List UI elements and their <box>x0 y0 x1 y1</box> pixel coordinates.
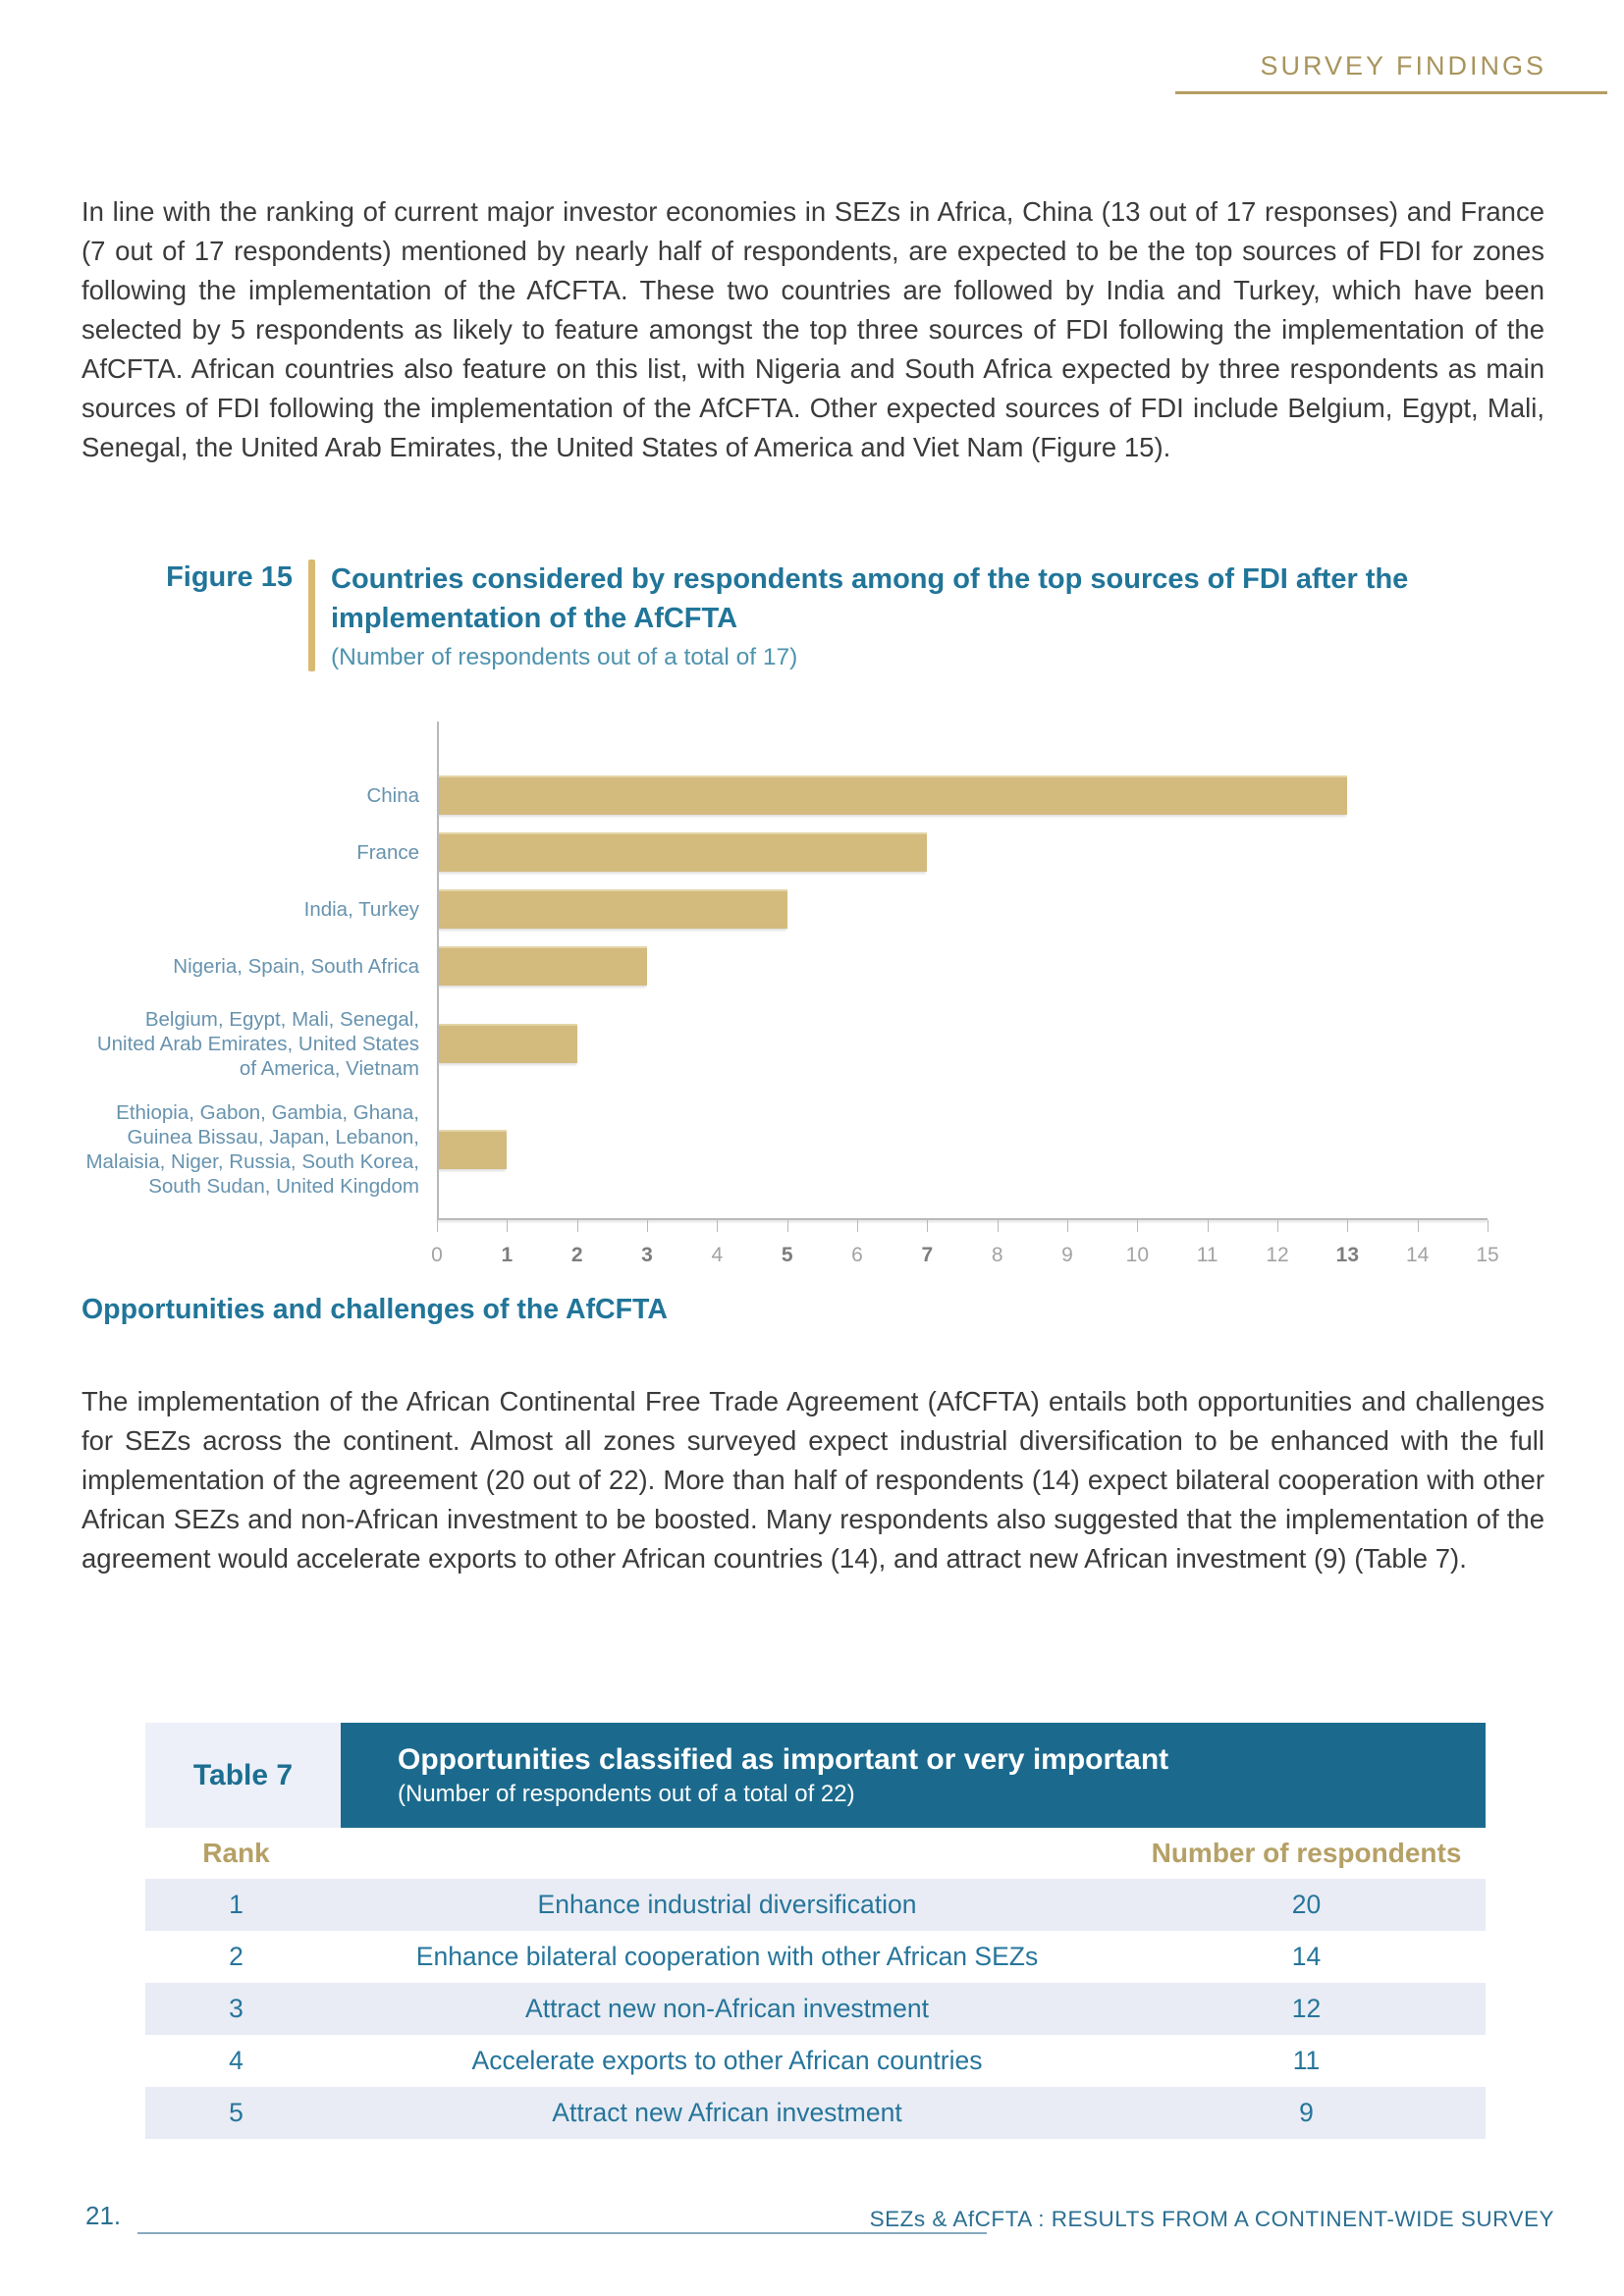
table-title: Opportunities classified as important or very important <box>398 1742 1169 1776</box>
x-axis-tick <box>1137 1220 1138 1232</box>
x-axis-tick-label: 5 <box>781 1244 793 1266</box>
figure-title: Countries considered by respondents among of the top sources of FDI after the implementation of the AfCFTA <box>331 563 1409 634</box>
table-label: Table 7 <box>145 1723 341 1828</box>
x-axis-tick-label: 4 <box>711 1244 724 1266</box>
x-axis-tick-label: 14 <box>1405 1244 1430 1266</box>
x-axis-tick <box>1277 1220 1278 1232</box>
x-axis-tick <box>437 1220 438 1232</box>
chart-bar-track <box>437 946 1488 986</box>
fdi-bar-chart <box>83 721 1499 1281</box>
x-axis-tick-label: 9 <box>1061 1244 1073 1266</box>
figure-subtitle: (Number of respondents out of a total of 17) <box>331 644 798 670</box>
table-row <box>145 2087 1486 2139</box>
table-row <box>145 1983 1486 2035</box>
x-axis-tick-label: 3 <box>641 1244 653 1266</box>
chart-category-label: France <box>356 840 419 864</box>
x-axis-tick <box>1208 1220 1209 1232</box>
x-axis-tick <box>577 1220 578 1232</box>
chart-bar-track <box>437 889 1488 929</box>
rank-cell: 1 <box>229 1890 244 1919</box>
y-axis-line <box>437 721 439 1220</box>
section-heading: Opportunities and challenges of the AfCFTA <box>81 1294 668 1325</box>
footer-divider-line <box>137 2232 987 2234</box>
chart-row <box>83 824 1488 881</box>
table-body <box>145 1879 1486 2139</box>
x-axis-tick <box>1347 1220 1348 1232</box>
x-axis-tick <box>857 1220 858 1232</box>
chart-category-label: Ethiopia, Gabon, Gambia, Ghana, Guinea Bissau, Japan, Lebanon, Malaisia, Niger, Russia, South Korea, South Sudan, United Kingdom <box>85 1101 419 1198</box>
x-axis-tick <box>717 1220 718 1232</box>
x-axis-tick-label: 11 <box>1196 1244 1218 1266</box>
page-number: 21. <box>85 2201 122 2230</box>
table-header <box>145 1723 1486 1828</box>
chart-bar-track <box>437 1024 1488 1063</box>
chart-bar <box>437 946 647 986</box>
chart-bar-track <box>437 832 1488 872</box>
x-axis-tick-label: 1 <box>501 1244 514 1266</box>
x-axis-tick-label: 13 <box>1335 1244 1360 1266</box>
x-axis-tick <box>1067 1220 1068 1232</box>
chart-bar <box>437 1024 577 1063</box>
rank-cell: 2 <box>229 1942 244 1971</box>
x-axis-tick-label: 10 <box>1125 1244 1150 1266</box>
section-paragraph: The implementation of the African Continental Free Trade Agreement (AfCFTA) entails both opportunities and challenges for SEZs across the continent. Almost all zones surveyed expect industrial diversification to be enhanced with the full implementation of the agreement (20 out of 22). More than half of respondents (14) expect bilateral cooperation with other African SEZs and non-African investment to be boosted. Many respondents also suggested that the implementation of the agreement would accelerate exports to other African countries (14), and attract new African investment (9) (Table 7). <box>81 1386 1544 1574</box>
table-row <box>145 2035 1486 2087</box>
chart-row <box>83 994 1488 1093</box>
figure-label: Figure 15 <box>166 561 293 593</box>
footer-title: SEZs & AfCFTA : RESULTS FROM A CONTINENT-WIDE SURVEY <box>869 2207 1554 2231</box>
x-axis-tick-label: 7 <box>921 1244 934 1266</box>
opportunity-cell: Enhance bilateral cooperation with other African SEZs <box>415 1942 1039 1971</box>
table-subtitle: (Number of respondents out of a total of 22) <box>398 1780 855 1807</box>
chart-bar <box>437 832 927 872</box>
chart-category-label: Belgium, Egypt, Mali, Senegal, United Arab Emirates, United States of America, Vietnam <box>96 1007 419 1080</box>
opportunity-cell: Attract new African investment <box>552 2098 902 2127</box>
x-axis-tick-label: 6 <box>851 1244 863 1266</box>
respondents-cell: 9 <box>1299 2098 1314 2127</box>
x-axis-tick <box>998 1220 999 1232</box>
x-axis-tick <box>1488 1220 1489 1232</box>
chart-bar-track <box>437 775 1488 815</box>
page-header <box>1175 51 1607 94</box>
rank-column-header: Rank <box>202 1838 270 1868</box>
x-axis-tick <box>507 1220 508 1232</box>
figure-header <box>147 560 1509 671</box>
x-axis-tick-label: 2 <box>570 1244 583 1266</box>
rank-cell: 4 <box>229 2046 244 2075</box>
chart-bar <box>437 775 1347 815</box>
x-axis-tick <box>647 1220 648 1232</box>
figure-accent-bar <box>308 560 315 671</box>
chart-bar <box>437 889 787 929</box>
table-row <box>145 1931 1486 1983</box>
respondents-column-header: Number of respondents <box>1151 1838 1462 1868</box>
chart-bar-track <box>437 1130 1488 1169</box>
chart-row <box>83 881 1488 937</box>
chart-row <box>83 767 1488 824</box>
x-axis-tick-label: 15 <box>1476 1244 1499 1266</box>
table-title-box <box>341 1723 1486 1828</box>
x-axis-tick-label: 0 <box>431 1244 443 1266</box>
x-axis-tick <box>927 1220 928 1232</box>
chart-bar <box>437 1130 507 1169</box>
x-axis-tick-label: 12 <box>1266 1244 1289 1266</box>
opportunity-cell: Enhance industrial diversification <box>537 1890 917 1919</box>
respondents-cell: 11 <box>1292 2046 1321 2075</box>
respondents-cell: 20 <box>1291 1890 1322 1919</box>
intro-paragraph: In line with the ranking of current major investor economies in SEZs in Africa, China (13 out of 17 responses) and France (7 out of 17 respondents) mentioned by nearly half of respondents, are expected to be the top sources of FDI for zones following the implementation of the AfCFTA. These two countries are followed by India and Turkey, which have been selected by 5 respondents as likely to feature amongst the top three sources of FDI following the implementation of the AfCFTA. African countries also feature on this list, with Nigeria and South Africa expected by three respondents as main sources of FDI following the implementation of the AfCFTA. Other expected sources of FDI include Belgium, Egypt, Mali, Senegal, the United Arab Emirates, the United States of America and Viet Nam (Figure 15). <box>81 196 1544 462</box>
chart-row <box>83 1093 1488 1206</box>
chart-rows <box>83 721 1488 1222</box>
respondents-cell: 12 <box>1291 1994 1322 2023</box>
chart-category-label: China <box>366 783 419 807</box>
chart-category-label: India, Turkey <box>303 897 419 921</box>
opportunity-cell: Accelerate exports to other African countries <box>471 2046 983 2075</box>
chart-row <box>83 937 1488 994</box>
table-7 <box>145 1723 1486 2139</box>
x-axis-tick <box>787 1220 788 1232</box>
table-row <box>145 1879 1486 1931</box>
x-axis-ticks <box>431 1220 1499 1281</box>
figure-titles <box>331 560 1509 671</box>
rank-cell: 5 <box>229 2098 244 2127</box>
respondents-cell: 14 <box>1291 1942 1322 1971</box>
rank-cell: 3 <box>229 1994 244 2023</box>
x-axis-tick-label: 8 <box>991 1244 1003 1266</box>
chart-category-label: Nigeria, Spain, South Africa <box>173 954 419 978</box>
page-header-title: SURVEY FINDINGS <box>1260 51 1546 80</box>
table-column-headers <box>145 1828 1486 1879</box>
x-axis-tick <box>1418 1220 1419 1232</box>
opportunity-cell: Attract new non-African investment <box>525 1994 929 2023</box>
